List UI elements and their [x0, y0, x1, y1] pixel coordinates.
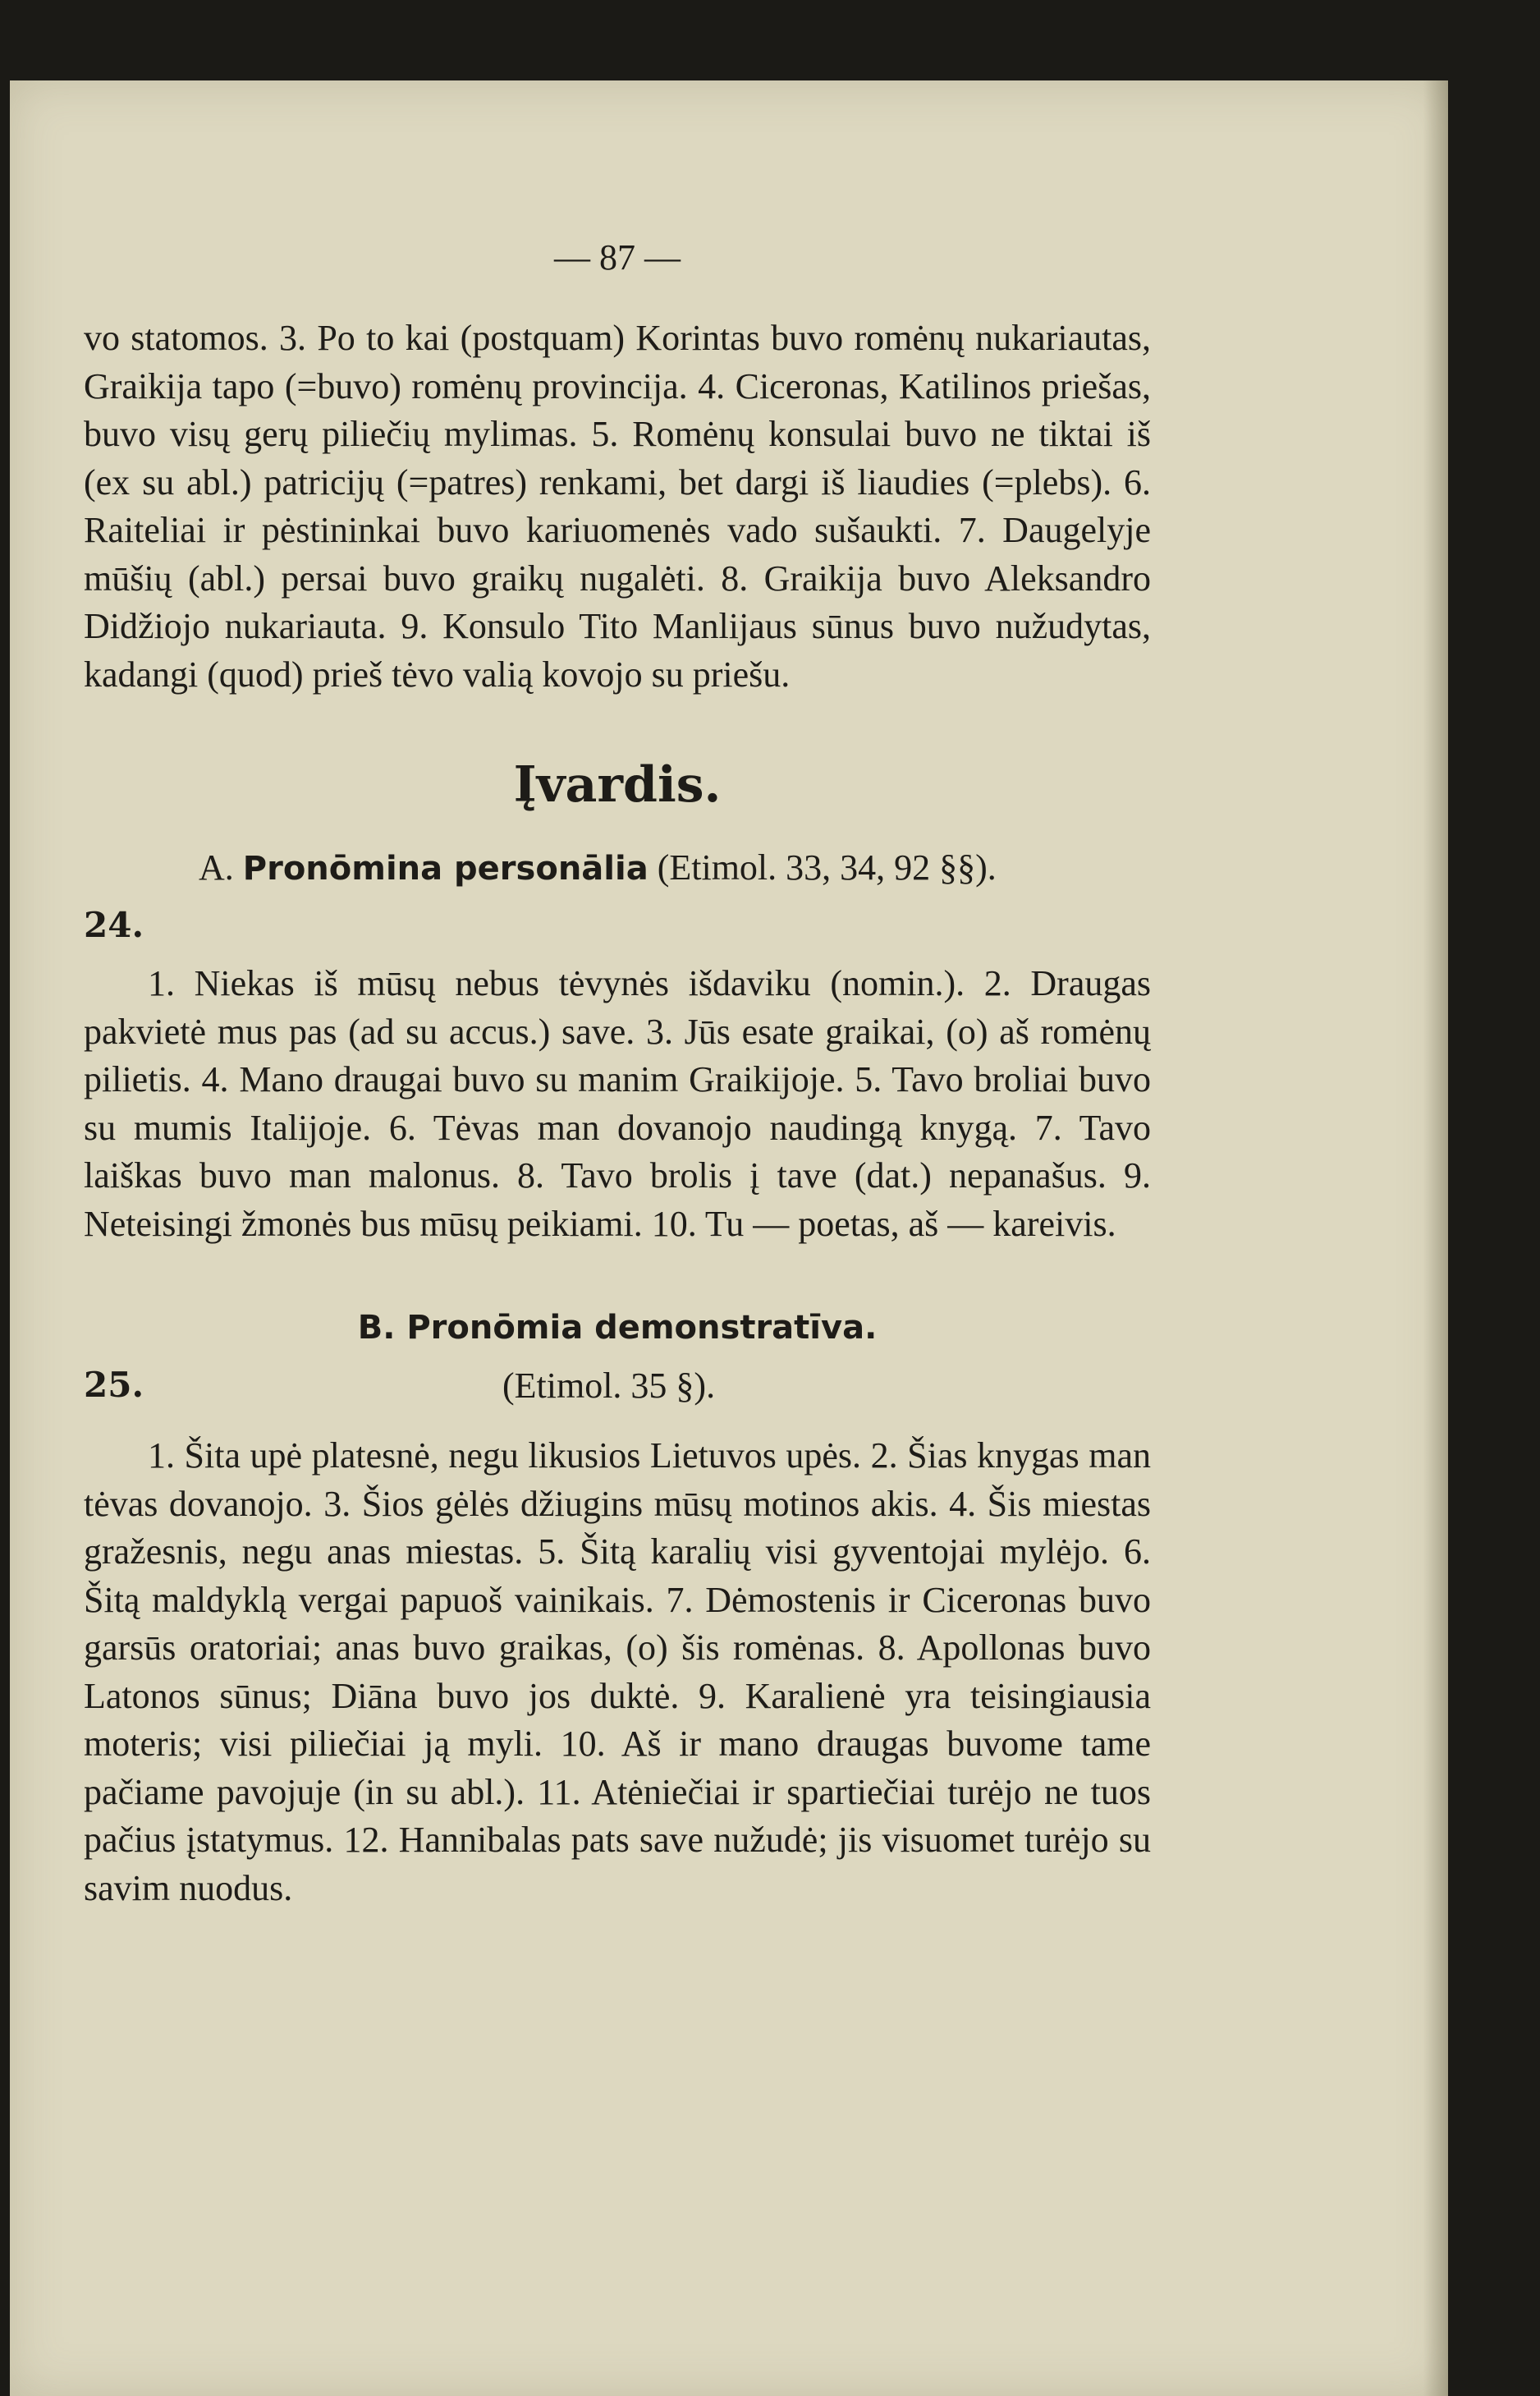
exercise-24-text: 1. Niekas iš mūsų nebus tėvynės išdaviku (nomin.). 2. Draugas pakvietė mus pas (ad su accus.) save. 3. Jūs esate graikai, (o) aš romėnų pilietis. 4. Mano draugai buvo su manim Graikijoje. 5. Tavo broliai buvo su mumis Italijoje. 6. Tėvas man dovanojo naudingą knygą. 7. Tavo laiškas buvo man malonus. 8. Tavo brolis į tave (dat.) nepanašus. 9. Neteisingi žmonės bus mūsų peikiami. 10. Tu — poetas, aš — kareivis. [84, 963, 1151, 1244]
page-number: — 87 — [554, 237, 681, 278]
section-heading: Įvardis. [513, 756, 722, 814]
section-a-label [84, 847, 1151, 888]
section-b-title: B. Pronōmia demonstratīva. [357, 1309, 878, 1347]
page-content [84, 236, 1151, 1912]
section-a-title: Pronōmina personālia [242, 850, 649, 888]
exercise-25-text: 1. Šita upė platesnė, negu likusios Lietuvos upės. 2. Šias knygas man tėvas dovanojo. 3. Šios gėlės džiugins mūsų motinos akis. 4. Šis miestas gražesnis, negu anas miestas. 5. Šitą karalių visi gyventojai mylėjo. 6. Šitą maldyklą vergai papuoš vainikais. 7. Dėmostenis ir Ciceronas buvo garsūs oratoriai; anas buvo graikas, (o) šis romėnas. 8. Apollonas buvo Latonos sūnus; Diāna buvo jos duktė. 9. Karalienė yra teisingiausia moteris; visi piliečiai ją myli. 10. Aš ir mano draugas buvome tame pačiame pavojuje (in su abl.). 11. Atėniečiai ir spartiečiai turėjo ne tuos pačius įstatymus. 12. Hannibalas pats save nužudė; jis visuomet turėjo su savim nuodus. [84, 1435, 1151, 1908]
page-edge-shadow [1423, 80, 1448, 2396]
section-a-reference: (Etimol. 33, 34, 92 §§). [648, 847, 997, 888]
section-b-label [84, 1309, 1151, 1347]
exercise-25-header [84, 1365, 1151, 1414]
book-page [10, 80, 1448, 2396]
exercise-25-reference: (Etimol. 35 §). [502, 1366, 716, 1406]
exercise-number-25: 25. [84, 1365, 144, 1405]
exercise-number-24: 24. [84, 905, 144, 945]
intro-paragraph: vo statomos. 3. Po to kai (postquam) Korintas buvo romėnų nukariautas, Graikija tapo (=buvo) romėnų provincija. 4. Ciceronas, Katilinos priešas, buvo visų gerų piliečių mylimas. 5. Romėnų konsulai buvo ne tiktai iš (ex su abl.) patricijų (=patres) renkami, bet dargi iš liaudies (=plebs). 6. Raiteliai ir pėstininkai buvo kariuomenės vado sušaukti. 7. Daugelyje mūšių (abl.) persai buvo graikų nugalėti. 8. Graikija buvo Aleksandro Didžiojo nukariauta. 9. Konsulo Tito Manlijaus sūnus buvo nužudytas, kadangi (quod) prieš tėvo valią kovojo su priešu. [84, 318, 1151, 695]
section-a-prefix: A. [199, 847, 243, 888]
